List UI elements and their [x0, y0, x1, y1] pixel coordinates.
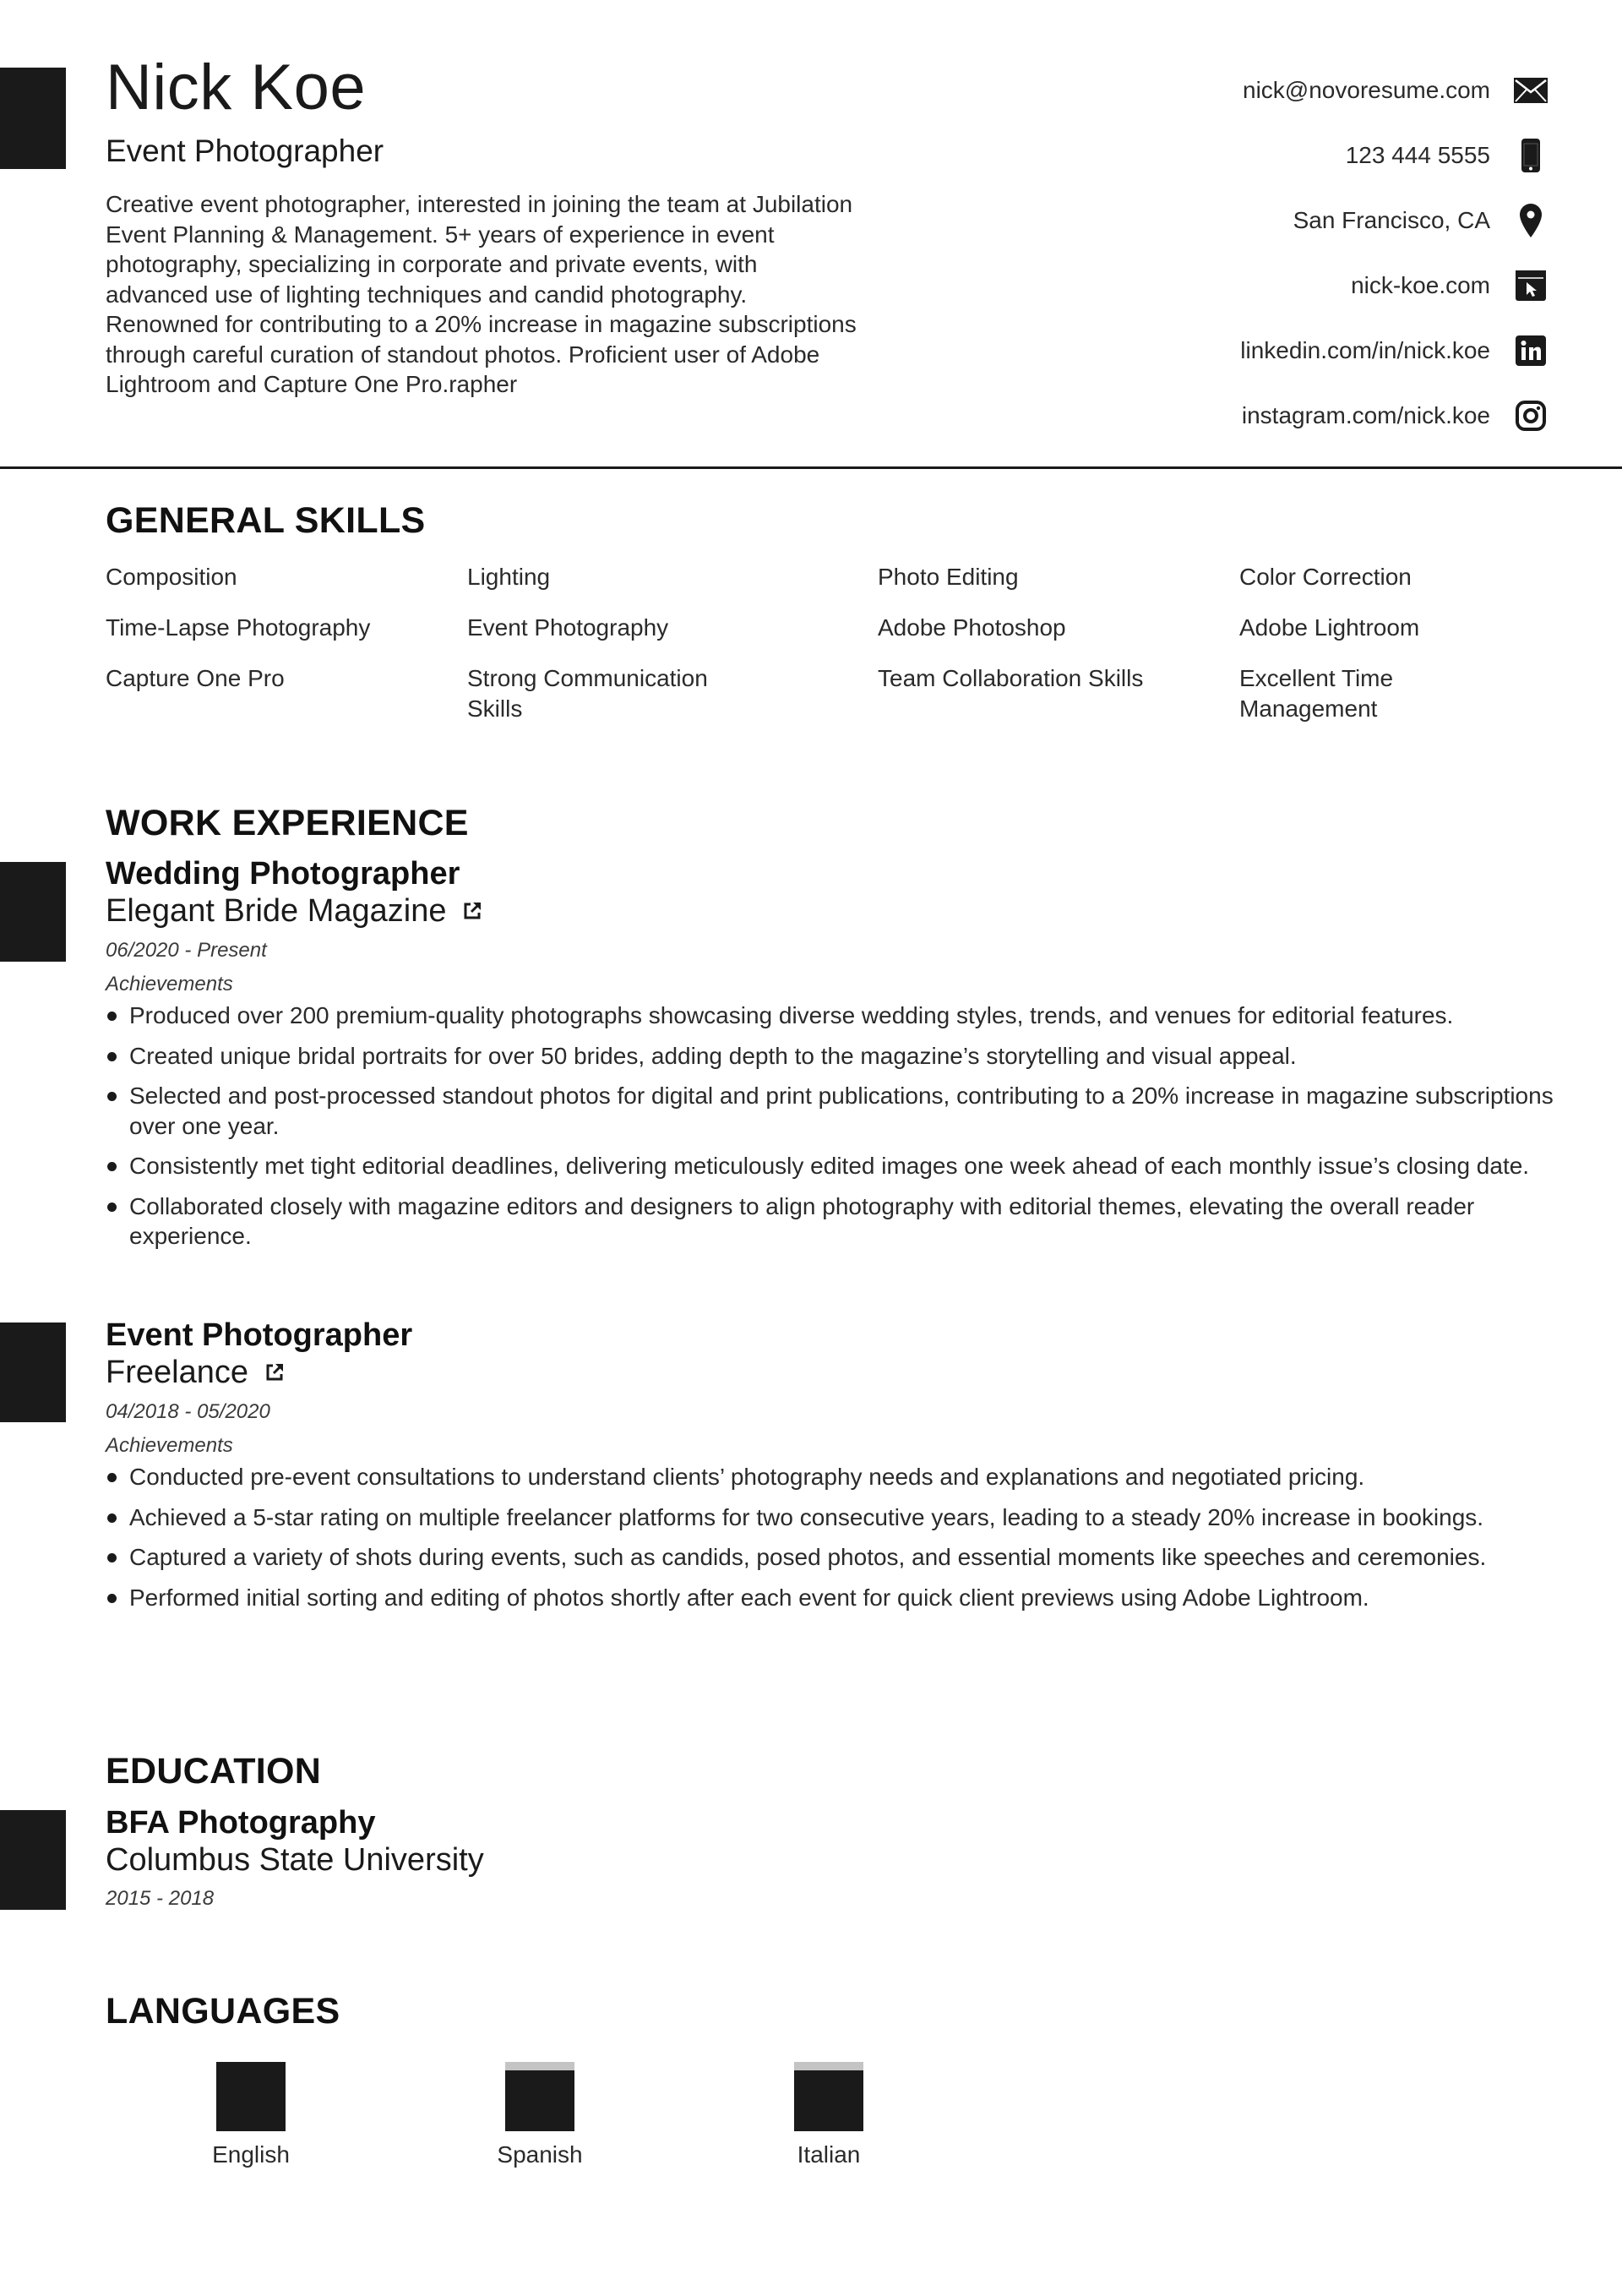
education-entry	[106, 1804, 484, 1911]
achievement-list	[106, 1462, 1559, 1612]
skill-item: Time-Lapse Photography	[106, 614, 371, 641]
contact-email[interactable]	[939, 57, 1548, 123]
skill-item: Photo Editing	[878, 564, 1019, 590]
achievement-item: Selected and post-processed standout photos for digital and print publications, contributing to a 20% increase in magazine subscriptions over one year.	[106, 1081, 1559, 1141]
skill-item: Composition	[106, 564, 237, 590]
job-entry	[106, 855, 1559, 1262]
skill-item: Strong Communication Skills	[467, 665, 708, 722]
contact-website-text[interactable]: nick-koe.com	[1351, 271, 1490, 298]
skill-item: Color Correction	[1239, 564, 1412, 590]
section-title-work: WORK EXPERIENCE	[106, 803, 469, 843]
section-title-education: EDUCATION	[106, 1751, 322, 1792]
job-role: Wedding Photographer	[106, 856, 460, 892]
achievement-item: Produced over 200 premium-quality photographs showcasing diverse wedding styles, trends, and venues for editorial features.	[106, 1001, 1559, 1031]
job-company	[106, 1354, 1559, 1391]
language-proficiency-bar	[505, 2062, 574, 2131]
skill-item: Event Photography	[467, 614, 669, 641]
contact-location[interactable]	[939, 188, 1548, 253]
language-item	[458, 2062, 747, 2168]
language-item	[169, 2062, 458, 2168]
job-accent-block	[0, 1323, 66, 1422]
location-pin-icon	[1514, 204, 1548, 237]
language-proficiency-bar	[216, 2062, 286, 2131]
envelope-icon	[1514, 74, 1548, 107]
skill-item: Excellent Time Management	[1239, 665, 1394, 722]
candidate-name: Nick Koe	[106, 52, 367, 123]
phone-icon	[1514, 139, 1548, 172]
language-name: English	[212, 2141, 290, 2168]
language-proficiency-bar	[794, 2062, 863, 2131]
linkedin-icon	[1514, 334, 1548, 368]
contact-linkedin[interactable]	[939, 318, 1548, 383]
external-link-icon[interactable]	[461, 900, 483, 922]
skill-item: Capture One Pro	[106, 665, 285, 691]
achievement-item: Conducted pre-event consultations to understand clients’ photography needs and explanations and negotiated pricing.	[106, 1462, 1559, 1492]
section-title-languages: LANGUAGES	[106, 1991, 340, 2031]
contact-linkedin-text[interactable]: linkedin.com/in/nick.koe	[1240, 336, 1490, 363]
contact-instagram[interactable]	[939, 383, 1548, 448]
job-accent-block	[0, 862, 66, 962]
contact-instagram-text[interactable]: instagram.com/nick.koe	[1241, 401, 1490, 428]
job-company	[106, 892, 1559, 930]
skill-item: Lighting	[467, 564, 551, 590]
skills-grid	[106, 562, 1559, 724]
job-entry	[106, 1317, 1559, 1622]
achievement-item: Collaborated closely with magazine editors and designers to align photography with editorial themes, elevating the overall reader experience.	[106, 1192, 1559, 1252]
achievement-item: Captured a variety of shots during events, such as candids, posed photos, and essential moments like speeches and ceremonies.	[106, 1542, 1559, 1573]
skill-item: Team Collaboration Skills	[878, 665, 1144, 691]
achievements-label: Achievements	[106, 1434, 233, 1457]
contact-list	[939, 57, 1548, 448]
job-dates: 04/2018 - 05/2020	[106, 1400, 270, 1423]
section-title-skills: GENERAL SKILLS	[106, 500, 426, 541]
skill-item: Adobe Photoshop	[878, 614, 1066, 641]
job-role: Event Photographer	[106, 1317, 413, 1353]
contact-phone-text[interactable]: 123 444 5555	[1345, 141, 1490, 168]
languages-list	[169, 2062, 1036, 2168]
achievement-item: Consistently met tight editorial deadlines, delivering meticulously edited images one week ahead of each monthly issue’s closing date.	[106, 1151, 1559, 1181]
contact-email-text[interactable]: nick@novoresume.com	[1243, 76, 1490, 103]
contact-website[interactable]	[939, 253, 1548, 318]
instagram-icon	[1514, 399, 1548, 433]
language-name: Italian	[797, 2141, 861, 2168]
skill-item: Adobe Lightroom	[1239, 614, 1420, 641]
achievement-list	[106, 1001, 1559, 1252]
contact-location-text[interactable]: San Francisco, CA	[1293, 206, 1490, 233]
achievement-item: Created unique bridal portraits for over 50 brides, adding depth to the magazine’s storytelling and visual appeal.	[106, 1041, 1559, 1072]
language-name: Spanish	[497, 2141, 583, 2168]
language-item	[747, 2062, 1036, 2168]
achievement-item: Performed initial sorting and editing of photos shortly after each event for quick client previews using Adobe Lightroom.	[106, 1583, 1559, 1613]
education-accent-block	[0, 1810, 66, 1910]
job-dates: 06/2020 - Present	[106, 939, 267, 962]
header-accent-block	[0, 68, 66, 169]
contact-phone[interactable]	[939, 123, 1548, 188]
job-company-name: Elegant Bride Magazine	[106, 893, 447, 929]
job-company-name: Freelance	[106, 1355, 248, 1390]
header-divider	[0, 466, 1622, 469]
external-link-icon[interactable]	[264, 1361, 286, 1383]
achievements-label: Achievements	[106, 973, 233, 995]
education-school: Columbus State University	[106, 1842, 484, 1878]
summary-paragraph: Creative event photographer, interested in joining the team at Jubilation Event Planning & Management. 5+ years of experience in event photography, specializing in corporate and private events, with advanced use of lighting techniques and candid photography. Renowned for contributing to a 20% increase in magazine subscriptions through careful curation of standout photos. Proficient user of Adobe Lightroom and Capture One Pro.rapher	[106, 191, 857, 397]
education-degree: BFA Photography	[106, 1805, 376, 1841]
website-icon	[1514, 269, 1548, 303]
education-dates: 2015 - 2018	[106, 1887, 215, 1910]
candidate-title: Event Photographer	[106, 134, 384, 168]
achievement-item: Achieved a 5-star rating on multiple freelancer platforms for two consecutive years, leading to a steady 20% increase in bookings.	[106, 1502, 1559, 1533]
